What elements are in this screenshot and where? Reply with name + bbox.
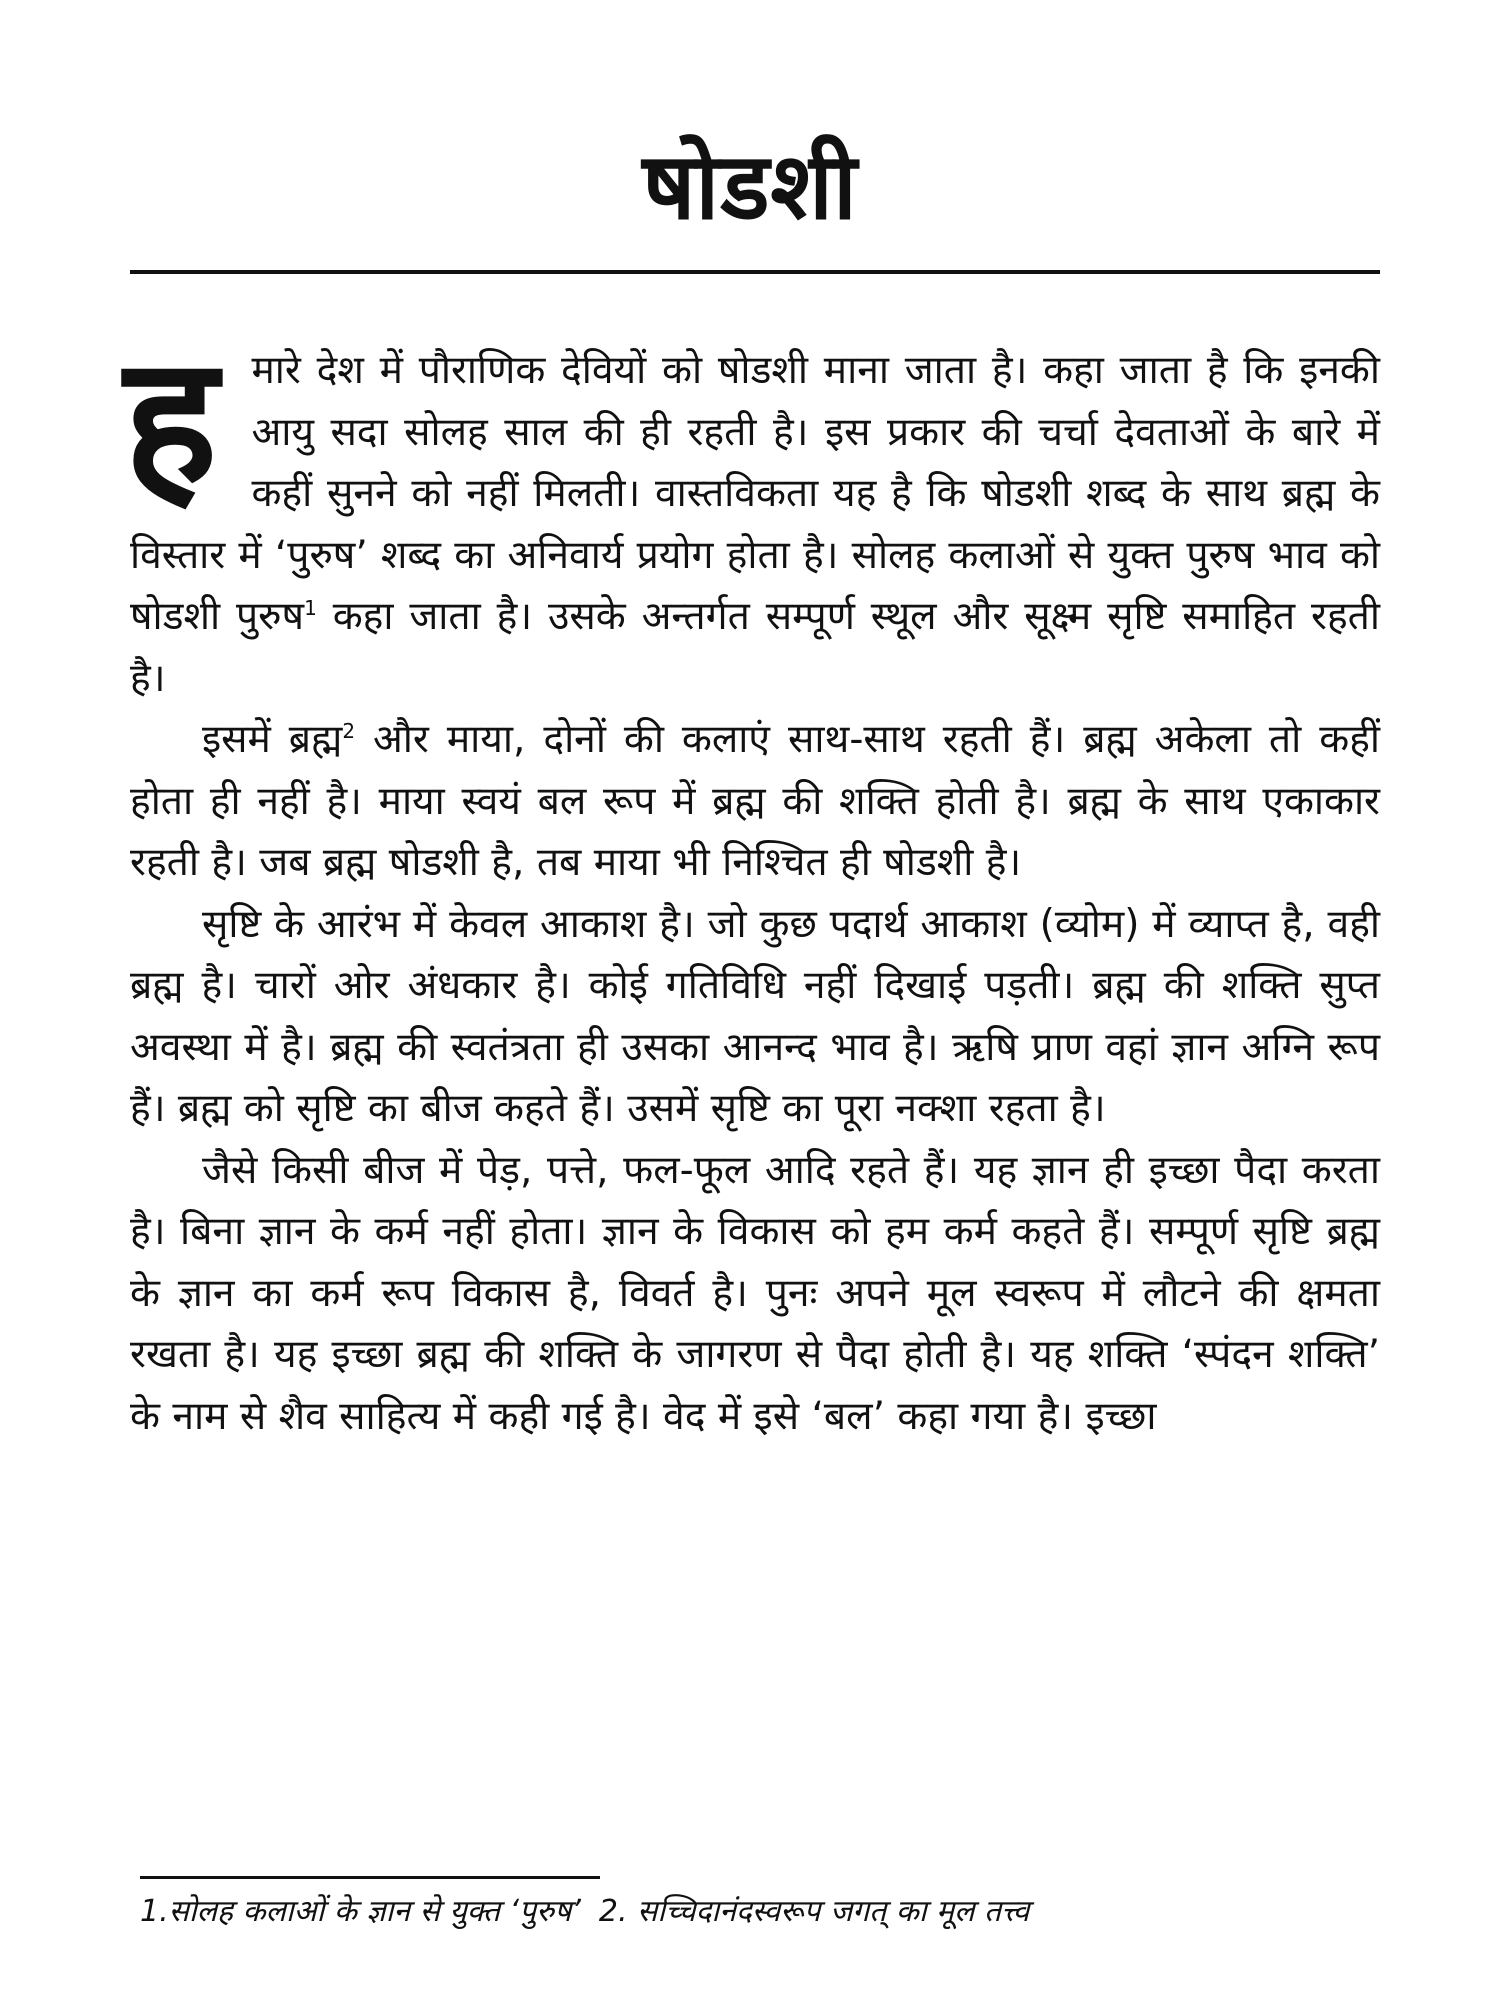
paragraph-3: सृष्टि के आरंभ में केवल आकाश है। जो कुछ पदार्थ आकाश (व्योम) में व्याप्त है, वही ब्रह्म है। चारों ओर अंधकार है। कोई गतिविधि नहीं दिखाई पड़ती। ब्रह्म की शक्ति सुप्त अवस्था में है। ब्रह्म की स्वतंत्रता ही उसका आनन्द भाव है। ऋषि प्राण वहां ज्ञान अग्नि रूप हैं। ब्रह्म को सृष्टि का बीज कहते हैं। उसमें सृष्टि का पूरा नक्शा रहता है। (130, 901, 1380, 1131)
footnote-divider (140, 1876, 600, 1879)
paragraph-2-text-b: और माया, दोनों की कलाएं साथ-साथ रहती हैं। ब्रह्म अकेला तो कहीं होता ही नहीं है। माया स्वयं बल रूप में ब्रह्म की शक्ति होती है। ब्रह्म के साथ एकाकार रहती है। जब ब्रह्म षोडशी है, तब माया भी निश्चित ही षोडशी है। (130, 717, 1380, 885)
footnote-1: 1.सोलह कलाओं के ज्ञान से युक्त ‘पुरुष’ (140, 1894, 581, 1929)
footnote-ref-1: 1 (304, 596, 317, 620)
paragraph-2-text-a: इसमें ब्रह्म (202, 717, 343, 762)
paragraph-1-text-b: कहा जाता है। उसके अन्तर्गत सम्पूर्ण स्थूल और सूक्ष्म सृष्टि समाहित रहती है। (130, 594, 1381, 701)
title-divider (130, 270, 1380, 274)
paragraph-4: जैसे किसी बीज में पेड़, पत्ते, फल-फूल आदि रहते हैं। यह ज्ञान ही इच्छा पैदा करता है। बिना ज्ञान के कर्म नहीं होता। ज्ञान के विकास को हम कर्म कहते हैं। सम्पूर्ण सृष्टि ब्रह्म के ज्ञान का कर्म रूप विकास है, विवर्त है। पुनः अपने मूल स्वरूप में लौटने की क्षमता रखता है। यह इच्छा ब्रह्म की शक्ति के जागरण से पैदा होती है। यह शक्ति ‘स्पंदन शक्ति’ के नाम से शैव साहित्य में कही गई है। वेद में इसे ‘बल’ कहा गया है। इच्छा (130, 1147, 1380, 1439)
footnote-2: 2. सच्चिदानंदस्वरूप जगत् का मूल तत्त्व (598, 1894, 1030, 1929)
footnote-ref-2: 2 (342, 719, 356, 743)
body-text (124, 318, 1381, 1447)
chapter-title: षोडशी (642, 132, 858, 240)
footnotes (140, 1890, 1380, 1934)
drop-cap: ह (124, 318, 218, 523)
paragraph-1-text-a: मारे देश में पौराणिक देवियों को षोडशी माना जाता है। कहा जाता है कि इनकी आयु सदा सोलह साल की ही रहती है। इस प्रकार की चर्चा देवताओं के बारे में कहीं सुनने को नहीं मिलती। वास्तविकता यह है कि षोडशी शब्द के साथ ब्रह्म के विस्तार में ‘पुरुष’ शब्द का अनिवार्य प्रयोग होता है। सोलह कलाओं से युक्त पुरुष भाव को षोडशी पुरुष (130, 348, 1380, 639)
paragraph-1 (124, 318, 1381, 709)
paragraph-2 (130, 709, 1380, 894)
